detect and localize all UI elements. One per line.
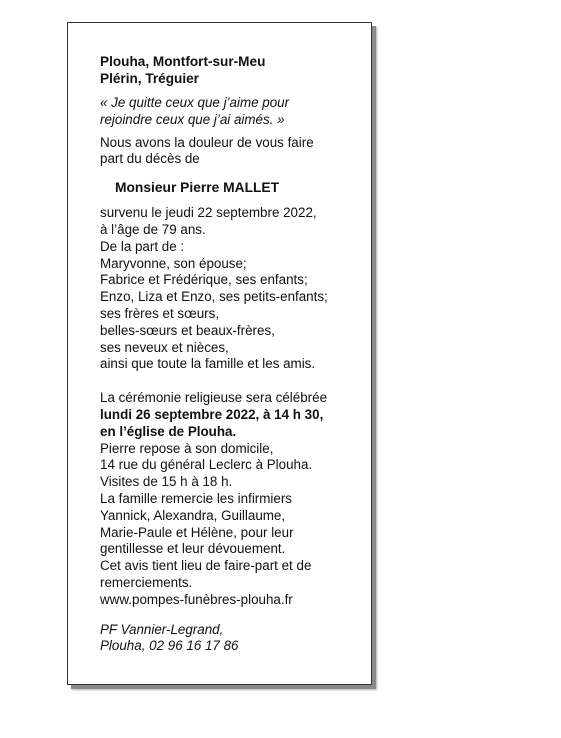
ceremony-date: lundi 26 septembre 2022, à 14 h 30, — [100, 406, 324, 422]
obituary-notice — [67, 22, 372, 685]
location-line: Plouha, Montfort-sur-Meu — [100, 54, 266, 69]
location-header — [100, 53, 362, 87]
deceased-name: Monsieur Pierre MALLET — [115, 180, 280, 196]
details-line: ses frères et sœurs, — [100, 305, 220, 321]
epitaph-quote — [100, 95, 362, 129]
details-line: Maryvonne, son épouse; — [100, 255, 247, 271]
ceremony-line: gentillesse et leur dévouement. — [100, 541, 286, 557]
quote-line: rejoindre ceux que j’ai aimés. » — [100, 111, 285, 127]
ceremony-line: 14 rue du général Leclerc à Plouha. — [100, 457, 313, 473]
details-line: ainsi que toute la famille et les amis. — [100, 356, 316, 372]
intro-line: Nous avons la douleur de vous faire — [100, 134, 314, 150]
details-line: Fabrice et Frédérique, ses enfants; — [100, 272, 308, 288]
ceremony-place: en l’église de Plouha. — [100, 423, 237, 439]
ceremony-intro: La cérémonie religieuse sera célébrée — [100, 390, 328, 406]
ceremony-line: Pierre repose à son domicile, — [100, 440, 274, 456]
ceremony-line: Marie-Paule et Hélène, pour leur — [100, 524, 294, 540]
details-line: à l’âge de 79 ans. — [100, 221, 206, 237]
announcement-intro — [100, 135, 362, 169]
signature-line: PF Vannier-Legrand, — [100, 621, 224, 637]
ceremony-line: La famille remercie les infirmiers — [100, 490, 292, 506]
ceremony-block — [100, 390, 362, 608]
ceremony-line: remerciements. — [100, 574, 193, 590]
details-line: Enzo, Liza et Enzo, ses petits-enfants; — [100, 289, 328, 305]
signature-line: Plouha, 02 96 16 17 86 — [100, 638, 239, 654]
location-line: Plérin, Tréguier — [100, 71, 199, 86]
ceremony-line: Visites de 15 h à 18 h. — [100, 474, 233, 490]
intro-line: part du décès de — [100, 151, 200, 167]
details-line: De la part de : — [100, 238, 185, 254]
funeral-home-signature — [100, 622, 362, 656]
ceremony-line: Yannick, Alexandra, Guillaume, — [100, 507, 286, 523]
details-line: survenu le jeudi 22 septembre 2022, — [100, 205, 317, 221]
details-block — [100, 205, 362, 373]
details-line: belles-sœurs et beaux-frères, — [100, 322, 275, 338]
website-text: www.pompes-funèbres-plouha.fr — [100, 591, 293, 607]
notice-content — [100, 53, 362, 655]
quote-line: « Je quitte ceux que j’aime pour — [100, 95, 290, 110]
details-line: ses neveux et nièces, — [100, 339, 229, 355]
ceremony-line: Cet avis tient lieu de faire-part et de — [100, 558, 312, 574]
